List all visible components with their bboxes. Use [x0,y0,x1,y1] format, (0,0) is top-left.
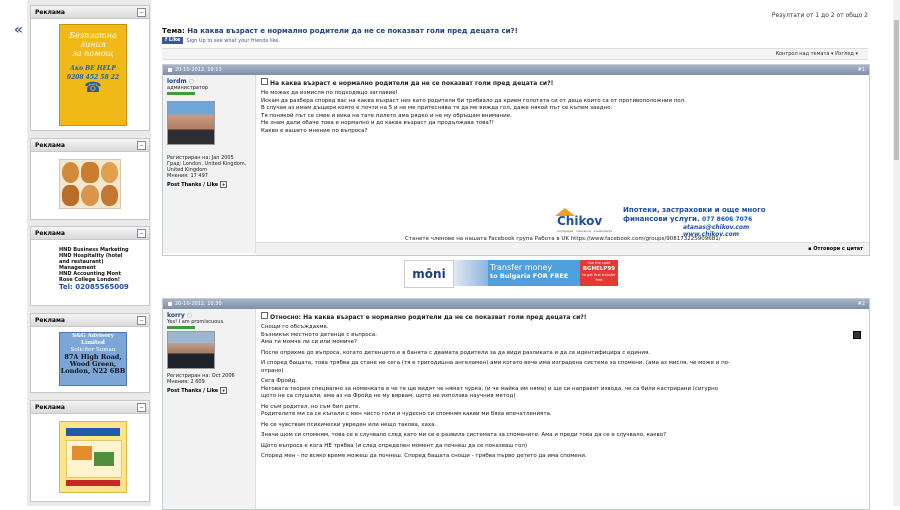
expand-icon[interactable]: + [221,388,226,393]
post-paragraph: Щото въпроса е кога НЕ трябва (и след определен момент да почнеш да се показваш гол) [261,442,528,449]
post-title: На каква възраст е нормално родители да не се показват голи пред децата си?! [270,80,554,87]
post-text-line: Родителите ми са се къпали с мен чисто голи и чудесно си спомням какви ми бяха впечатленията. [261,411,552,417]
post-text-line: Бъзникък местното детенце с въпроса: [261,331,377,338]
sidebar-ad-block [30,5,150,131]
advisory-ad-address: London, N22 6BB [60,367,126,375]
chikov-ad-phone: 077 8606 7076 [702,216,753,223]
post-text-line: В случая аз имам дъщеря която е почти на 5 и не ме притеснява тя да ме вижда гол, даже някой път се къпем заедно. [261,105,613,111]
post-username[interactable]: lordm [167,78,187,85]
hotline-line: Безплатна [69,31,117,40]
sidebar-ad-title: Реклама [35,404,65,411]
post-paragraph: Значи щом си спомням, това се е случвало след като ми се е развила системата за спомените. Ама и преди това да се е случвало, какво? [261,432,667,438]
sidebar-ad-block [30,313,150,393]
user-role: Yes! I am promiscuous. [167,319,225,325]
chikov-ad-line2 [623,215,766,224]
chikov-ad-email[interactable]: atanas@chikov.com [683,224,750,231]
posts-count-label: Мнения: [167,379,189,385]
college-ad-line: HND Hospitality (hotel [59,253,123,259]
moni-code-top: Use the code [587,261,611,265]
post-title-icon [261,78,268,85]
collapse-sidebar-icon[interactable]: « [14,22,24,38]
thread-main [160,0,868,506]
post [162,298,870,510]
post-number-link[interactable]: #1 [857,67,865,73]
reply-with-quote-label: Отговори с цитат [813,246,863,252]
collapse-block-icon[interactable]: − [138,9,145,16]
results-count: Резултати от 1 до 2 от общо 2 [771,12,868,19]
advisory-ad-company: S&G Advisory Limited [72,333,114,346]
post-message [261,324,731,461]
post-thanks-link[interactable]: Post Thanks / Like [167,388,219,394]
page-scrollbar[interactable] [893,0,900,506]
post-text-line: Искам да разбера според вас на каква възраст низ като родители би трябвало да крием голотата си от деца които са от противоположния пол. [261,97,686,104]
reputation-bar [167,92,195,95]
post-paragraph: И според бащата, това трябва да стане не сега (тя е тригодишна ангеламен) ами когато вече има изградена система за спомени. (ама аз мисля, че може и по-отрано) [261,360,731,374]
post-paragraph: Не се чувствам психически увреден или нещо такова, хаха. [261,421,437,428]
facebook-f-icon: f [165,37,169,43]
post-thanks-link[interactable]: Post Thanks / Like [167,182,219,188]
post-text-line: Не знам дали обаче това е нормално и до каква възраст да продължава това?! [261,120,494,126]
scrollbar-thumb[interactable] [894,20,899,160]
user-role: администратор [167,85,209,91]
avatar[interactable] [167,331,215,369]
post-message [261,90,865,135]
hotline-ad-banner[interactable] [59,24,127,126]
advisory-ad-address: 87A High Road, [64,353,122,361]
collapse-block-icon[interactable]: − [138,317,145,324]
facebook-signup-text[interactable]: Sign Up to see what your friends like. [186,37,280,44]
post-header [163,299,869,309]
facebook-like-label: Like [168,37,181,43]
avatar[interactable] [167,101,215,145]
posts-count-label: Мнения: [167,173,189,179]
thread-tools-bar [162,48,868,60]
report-post-icon[interactable] [853,331,861,339]
sidebar-ad-block [30,226,150,306]
posts-count: 2 609 [190,379,205,385]
facebook-like-button[interactable] [162,37,183,44]
collapse-block-icon[interactable]: − [138,230,145,237]
post-text-line: Ама ти момче ли си или момиче? [261,339,357,345]
sidebar-ad-title: Реклама [35,317,65,324]
post-read-icon [168,302,172,306]
book-ad-image[interactable] [59,421,127,493]
facebook-group-note[interactable]: Станете членове на нашата Facebook група Работа в UK https://www.facebook.com/groups/908173225909681/ [405,236,721,242]
reply-with-quote-button[interactable] [808,246,863,252]
moni-logo: mōni [404,260,454,288]
expand-icon[interactable]: + [221,182,226,187]
city: London, United Kingdom, United Kingdom [167,161,247,173]
advisory-ad-name: Solicitor Suman [70,347,116,353]
chikov-logo-text: Chikov [557,214,603,228]
offline-status-icon: ○ [188,78,194,85]
post-number-link[interactable]: #2 [857,301,865,307]
moni-subline: to Bulgaria FOR FREE [490,272,569,280]
post-paragraph [261,324,731,347]
college-ad-phone: Tel: 02085565009 [59,283,129,291]
sidebar [27,0,151,506]
collapse-block-icon[interactable]: − [138,142,145,149]
reg-date-label: Регистриран на: [167,155,211,161]
chikov-ad-title: Ипотеки, застраховки и още много [623,206,766,214]
thread-tools-menu[interactable]: Контрол над темата ▾ Изглед ▾ [775,51,858,57]
post-signature [451,204,771,238]
moni-code-bottom: to get first transfer free [582,273,616,282]
topic-heading [162,27,518,35]
sidebar-ad-title: Реклама [35,142,65,149]
chikov-ad-title: финансови услуги. [623,215,700,223]
post-paragraph [261,378,731,401]
city-label: Град: [167,161,182,167]
college-ad-line: Management [59,265,96,271]
post-date: 20-10-2012, 10:30 [175,301,222,307]
post-title-icon [261,312,268,319]
post-text-line: Не можах да измисля по подходящо заглавие! [261,90,398,96]
posts-count: 17 497 [190,173,208,179]
post [162,64,870,256]
sidebar-ad-block [30,138,150,220]
hotline-line: линия [80,40,106,49]
college-ad-line: Rose College London! [59,277,121,283]
post-text-line: Тя понякой път се смее и вика на тате пилето ама рядко и не му обръщам внимание. [261,112,512,119]
post-text-line: Не съм родител, но съм бил дете. [261,403,361,410]
offline-status-icon: ○ [186,312,192,319]
chikov-logo-sub: mortgages · insurance · investments [557,229,613,233]
post-title: Относно: На каква възраст е нормално родители да не се показват голи пред децата си?! [270,314,587,321]
collapse-block-icon[interactable]: − [138,404,145,411]
moni-headline: Transfer money [490,263,553,272]
reg-date-label: Регистриран на: [167,373,211,379]
advisory-ad-address: Wood Green, [69,360,117,368]
chikov-logo[interactable] [555,206,613,234]
post-body [261,309,865,464]
post-footer [256,242,869,255]
college-ad-text[interactable] [59,247,147,291]
post-body [261,75,865,242]
chikov-ad-site[interactable]: www.chikov.com [683,231,739,238]
post-text-line: Снощи го обсъждахме. [261,324,329,330]
reg-date: Jan 2005 [211,155,234,161]
post-paragraph: После опряхме до въпроса, когато детенцето е в банята с двамата родители за да види разликата и да се идентифицира с единия. [261,349,651,356]
pastry-ad-image[interactable] [59,159,121,209]
moni-ad-banner[interactable] [404,260,626,286]
hotline-phone: 0208 452 58 22 [66,74,120,81]
sidebar-ad-title: Реклама [35,9,65,16]
topic-title-link[interactable]: На каква възраст е нормално родители да не се показват голи пред децата си?! [187,27,518,35]
post-username[interactable]: korry [167,312,185,319]
advisory-ad-banner[interactable] [59,332,127,386]
college-ad-line: and restaurant) [59,259,104,265]
reputation-bar [167,326,195,329]
reg-date: Oct 2006 [211,373,235,379]
post-date: 20-10-2012, 10:13 [175,67,222,73]
post-read-icon [168,68,172,72]
hotline-line: Ако ВЕ HELP [70,65,116,72]
sidebar-ad-block [30,400,150,502]
post-paragraph [261,404,731,419]
hotline-line: за помощ [72,49,114,58]
facebook-like-widget [162,37,280,44]
college-ad-line: HND Accounting Mont [59,271,121,277]
sidebar-ad-title: Реклама [35,230,65,237]
moni-promo-code: BGHELP99 [582,266,616,272]
topic-prefix: Тема: [162,27,185,35]
phone-icon: ☎ [84,80,102,96]
post-user-info [163,75,256,253]
post-header [163,65,869,75]
quote-icon: ▪ [808,246,814,252]
post-user-info [163,309,256,509]
post-paragraph: Според мен - по всяко време можеш да почнеш. Според бащата снощи - трябва първо детето да има спомени. [261,453,587,459]
post-text-line: Неговата теория специално за номенката е че те ще видят че нямат чурка, (и че майка им няма) и ще си направят извода, че са били кастрирани (сигурно щото не са слушали, ама аз на Фройд не му вярвам, щото не използва научния метод) [261,385,719,399]
post-text-line: Какво е вашето мнение по въпроса? [261,127,368,134]
moni-flag-strip [454,260,488,286]
college-ad-line: HND Business Marketing [59,247,129,253]
post-text-line: Сега Фройд. [261,378,297,384]
